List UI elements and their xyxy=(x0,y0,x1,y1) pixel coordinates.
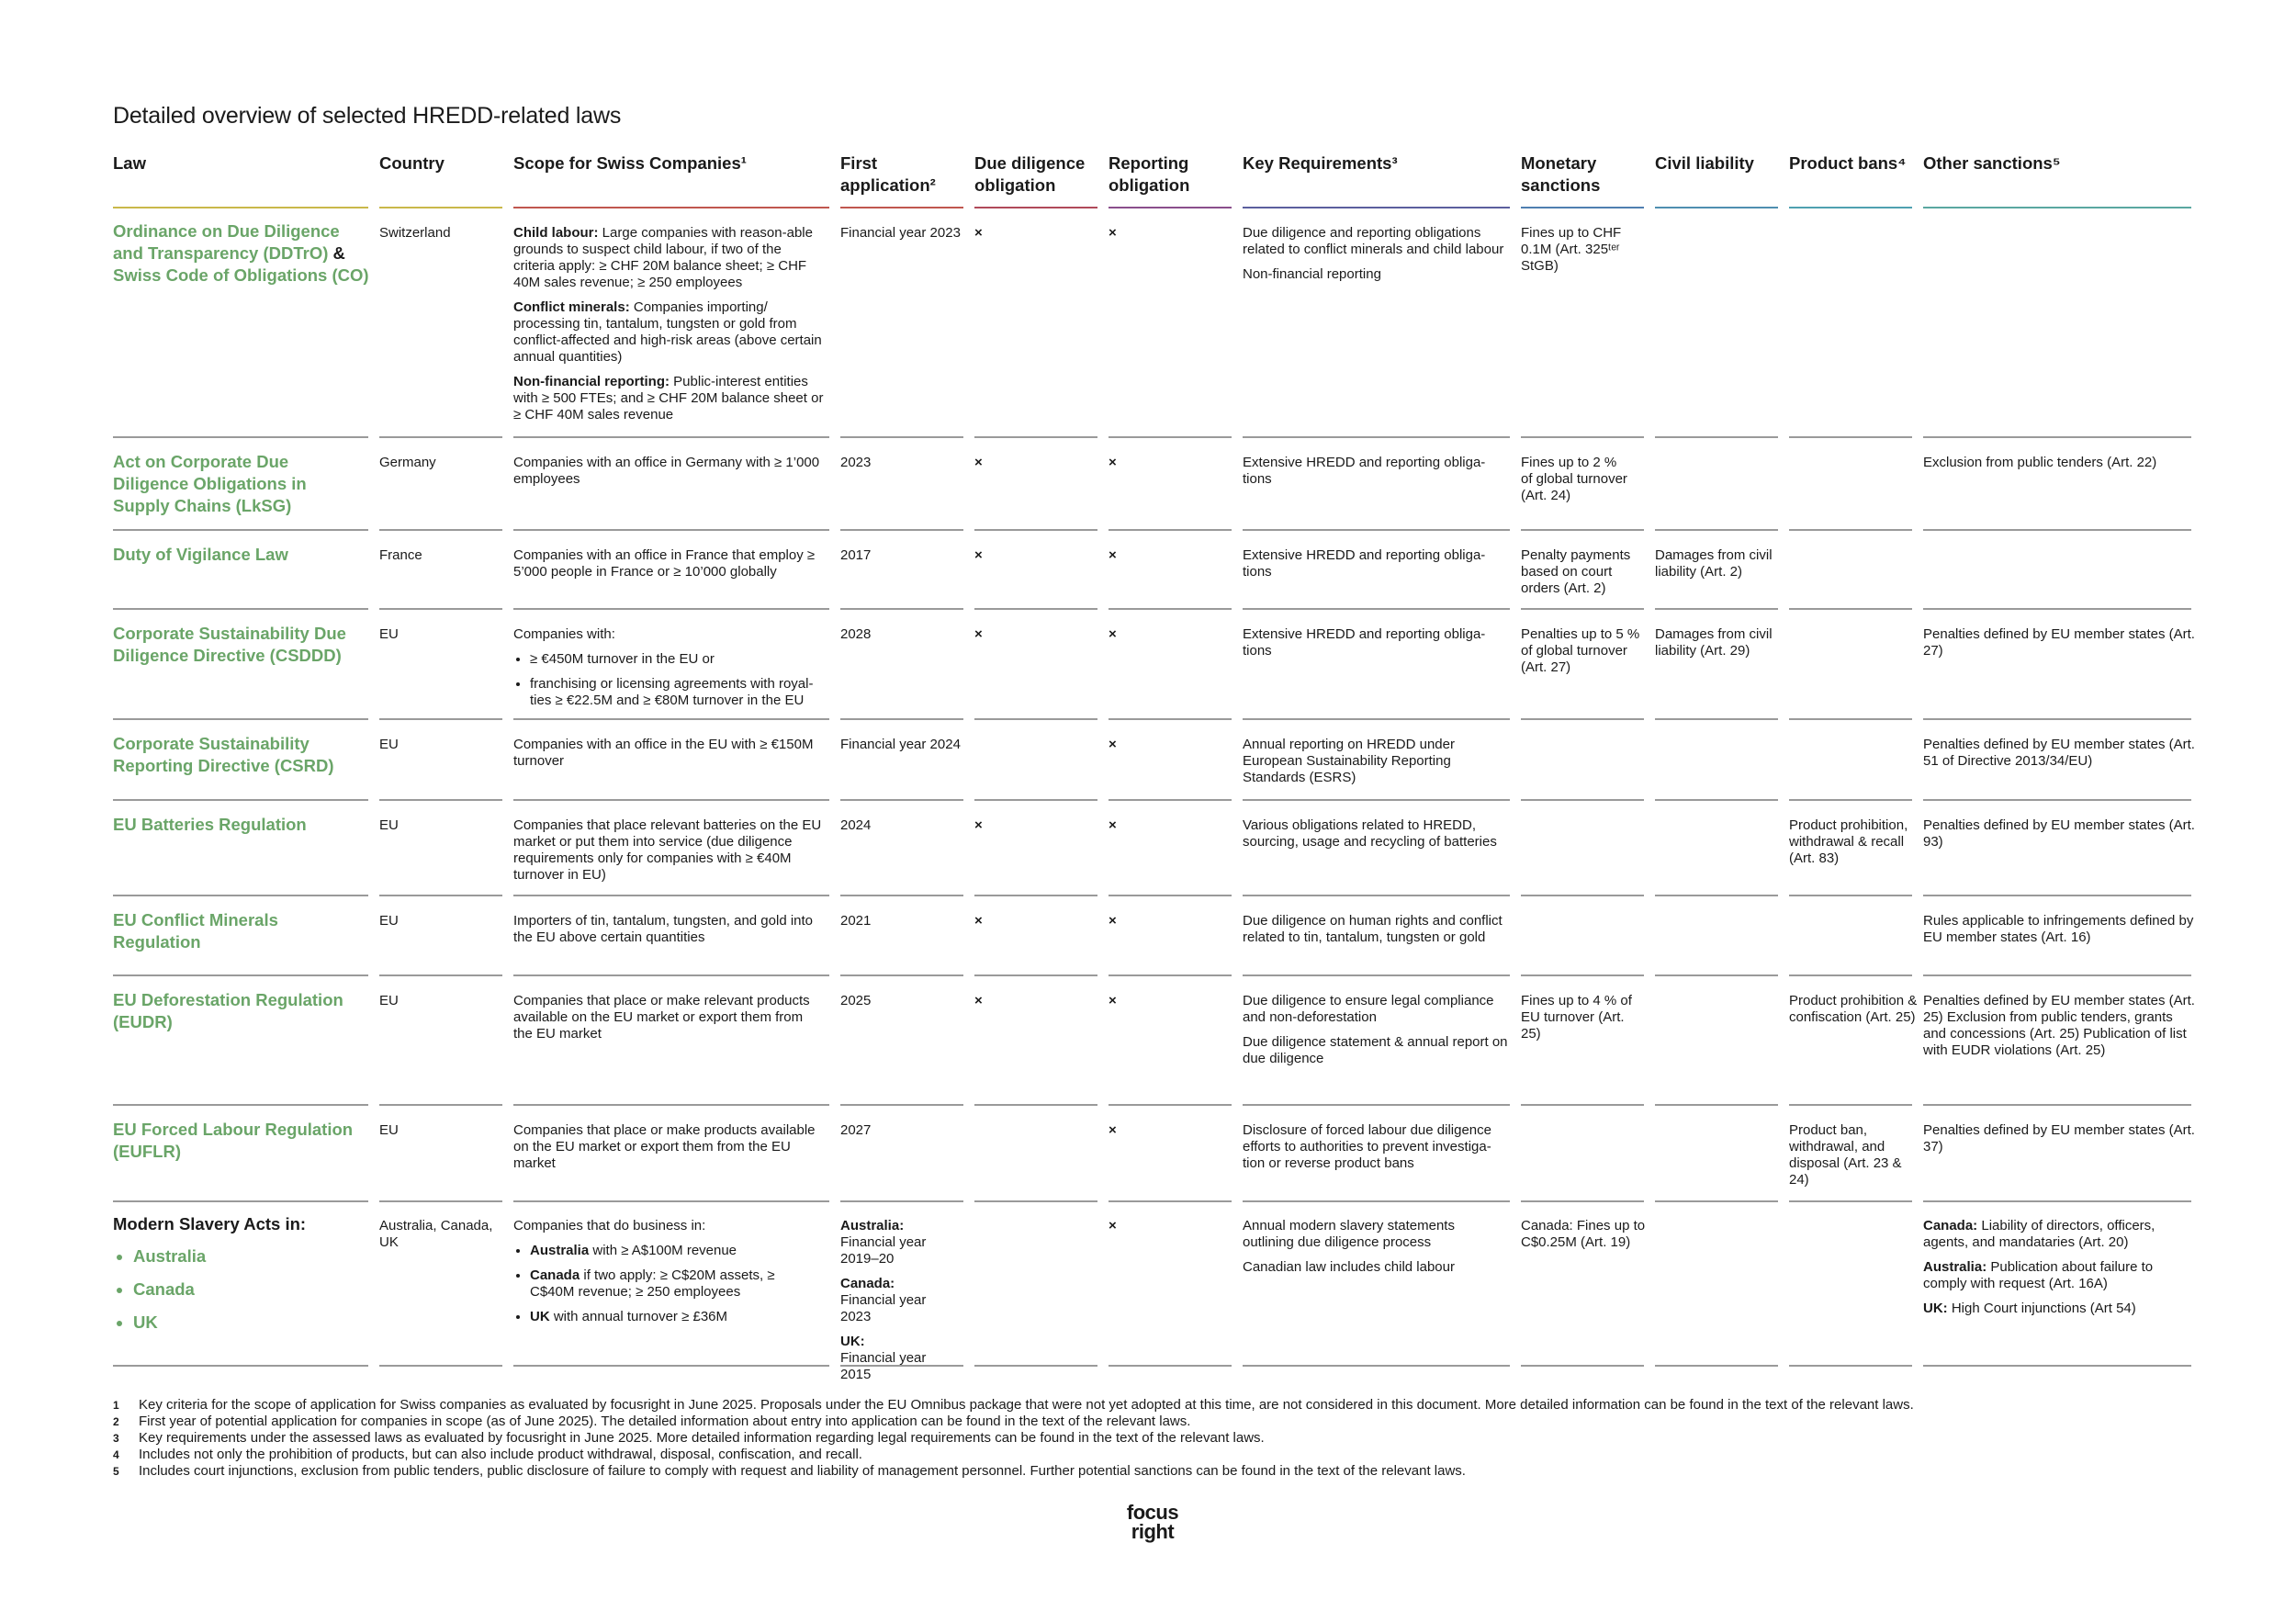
other-sanctions: Penalties defined by EU member states (Art. 27) xyxy=(1923,626,2195,659)
scope: Companies that place relevant batteries on the EU market or put them into service (due diligence requirements only for companies with ≥ €40M turnover in EU) xyxy=(513,817,822,883)
footnote xyxy=(113,1414,1190,1430)
monetary-sanctions: Penalties up to 5 % of global turnover (Art. 27) xyxy=(1521,626,1640,675)
sanction-text: High Court injunctions (Art 54) xyxy=(1947,1301,2136,1316)
row-divider xyxy=(1789,895,1912,896)
footnote-number: 4 xyxy=(113,1448,119,1461)
row-divider xyxy=(1521,608,1644,610)
first-text: Financial year 2023 xyxy=(840,1292,927,1324)
key-requirements: Various obligations related to HREDD, sourcing, usage and recycling of batteries xyxy=(1243,817,1497,850)
key-requirement: Annual modern slavery statements outlining due diligence process xyxy=(1243,1218,1455,1250)
logo-line: focus xyxy=(1126,1501,1179,1524)
due-diligence-mark: × xyxy=(974,913,983,929)
law-lksg: Act on Corporate Due Diligence Obligations in Supply Chains (LkSG) xyxy=(113,452,307,515)
row-divider xyxy=(1923,895,2191,896)
row-divider xyxy=(1521,718,1644,720)
header-key-requirements: Key Requirements³ xyxy=(1243,153,1398,173)
first-application: Financial year 2024 xyxy=(840,737,961,752)
monetary-sanctions: Fines up to 4 % of EU turnover (Art. 25) xyxy=(1521,993,1632,1042)
row-divider xyxy=(840,1200,963,1202)
row-divider xyxy=(974,895,1097,896)
scope: Companies that place or make products available on the EU market or export them from the EU market xyxy=(513,1122,816,1171)
footnote-text: Key criteria for the scope of application for Swiss companies as evaluated by focusright in June 2025. Proposals under the EU Omnibus package that were not yet adopted at this time, are not considered in this document. More detailed information can be found in the text of the relevant laws. xyxy=(139,1397,1914,1413)
scope-text: Companies importing/ processing tin, tantalum, tungsten or gold from conflict-affected and high-risk areas (above certain annual quantities) xyxy=(513,299,822,365)
monetary-sanctions: Fines up to 2 % of global turnover (Art. 24) xyxy=(1521,455,1627,503)
row-divider xyxy=(1789,718,1912,720)
row-divider xyxy=(113,895,368,896)
due-diligence-mark: × xyxy=(974,626,983,642)
row-divider xyxy=(1243,436,1510,438)
row-divider xyxy=(379,529,502,531)
civil-liability: Damages from civil liability (Art. 2) xyxy=(1655,547,1773,580)
country: EU xyxy=(379,993,399,1008)
row-divider xyxy=(1521,436,1644,438)
row-divider xyxy=(1923,799,2191,801)
row-divider xyxy=(379,895,502,896)
scope: Importers of tin, tantalum, tungsten, and gold into the EU above certain quantities xyxy=(513,913,814,945)
row-divider xyxy=(379,1104,502,1106)
row-divider xyxy=(1789,974,1912,976)
row-divider xyxy=(379,436,502,438)
footnote-text: First year of potential application for companies in scope (as of June 2025). The detailed information about entry into application can be found in the text of the relevant laws. xyxy=(139,1414,1191,1429)
law-conflict-minerals: EU Conflict Minerals Regulation xyxy=(113,910,278,952)
other-sanctions: Penalties defined by EU member states (Art. 51 of Directive 2013/34/EU) xyxy=(1923,737,2195,769)
header-underline xyxy=(1789,207,1912,208)
country-item: • Australia xyxy=(133,1245,206,1267)
row-divider xyxy=(1655,608,1778,610)
header-other-sanctions: Other sanctions⁵ xyxy=(1923,153,2061,173)
country: Germany xyxy=(379,455,436,470)
row-divider xyxy=(1243,974,1510,976)
product-bans: Product prohibition, withdrawal & recall (Art. 83) xyxy=(1789,817,1908,866)
row-divider xyxy=(113,529,368,531)
page-title: Detailed overview of selected HREDD-related laws xyxy=(113,103,622,129)
row-divider xyxy=(1789,436,1912,438)
row-divider xyxy=(1789,1365,1912,1367)
header-country: Country xyxy=(379,153,445,173)
sanction-label: Australia: xyxy=(1923,1259,1987,1275)
header-underline xyxy=(1521,207,1644,208)
footnote-number: 5 xyxy=(113,1465,119,1478)
row-divider xyxy=(1243,1365,1510,1367)
row-divider xyxy=(1109,1104,1232,1106)
scope xyxy=(513,1218,807,1334)
other-sanctions: Penalties defined by EU member states (Art. 25) Exclusion from public tenders, grants and concessions (Art. 25) Publication of list with EUDR violations (Art. 25) xyxy=(1923,993,2195,1058)
row-divider xyxy=(1109,799,1232,801)
row-divider xyxy=(513,529,829,531)
law-title: Ordinance on Due Diligence and Transparency (DDTrO) xyxy=(113,221,340,263)
row-divider xyxy=(974,529,1097,531)
row-divider xyxy=(513,718,829,720)
row-divider xyxy=(379,718,502,720)
key-requirement: Non-financial reporting xyxy=(1243,266,1381,282)
row-divider xyxy=(1109,1365,1232,1367)
row-divider xyxy=(1789,608,1912,610)
header-underline xyxy=(379,207,502,208)
row-divider xyxy=(1655,718,1778,720)
header-underline xyxy=(1923,207,2191,208)
row-divider xyxy=(840,608,963,610)
row-divider xyxy=(113,1104,368,1106)
due-diligence-mark: × xyxy=(974,993,983,1008)
country: Switzerland xyxy=(379,225,451,241)
header-underline xyxy=(1243,207,1510,208)
row-divider xyxy=(1521,529,1644,531)
country: EU xyxy=(379,737,399,752)
row-divider xyxy=(113,799,368,801)
row-divider xyxy=(840,436,963,438)
header-scope: Scope for Swiss Companies¹ xyxy=(513,153,747,173)
key-requirement: Due diligence statement & annual report on due diligence xyxy=(1243,1034,1508,1066)
monetary-sanctions: Canada: Fines up to C$0.25M (Art. 19) xyxy=(1521,1218,1646,1250)
key-requirements: Extensive HREDD and reporting obliga-tions xyxy=(1243,547,1486,580)
row-divider xyxy=(1789,529,1912,531)
country-item: • Canada xyxy=(133,1278,206,1301)
law-csddd: Corporate Sustainability Due Diligence Directive (CSDDD) xyxy=(113,624,346,665)
first-application: 2027 xyxy=(840,1122,872,1138)
row-divider xyxy=(379,799,502,801)
key-requirements: Due diligence on human rights and conflict related to tin, tantalum, tungsten or gold xyxy=(1243,913,1503,945)
reporting-mark: × xyxy=(1109,817,1117,833)
row-divider xyxy=(1923,1200,2191,1202)
sanction-label: Canada: xyxy=(1923,1218,1978,1233)
footnote-number: 2 xyxy=(113,1415,119,1428)
row-divider xyxy=(1789,1200,1912,1202)
footnote-text: Includes not only the prohibition of products, but can also include product withdrawal, disposal, confiscation, and recall. xyxy=(139,1447,862,1462)
civil-liability: Damages from civil liability (Art. 29) xyxy=(1655,626,1773,659)
row-divider xyxy=(974,608,1097,610)
key-requirement: Due diligence to ensure legal compliance and non-deforestation xyxy=(1243,993,1494,1025)
sanction-label: UK: xyxy=(1923,1301,1948,1316)
row-divider xyxy=(974,1104,1097,1106)
header-reporting: Reporting obligation xyxy=(1109,153,1190,195)
key-requirements: Disclosure of forced labour due diligence efforts to authorities to prevent investiga-tion or reverse product bans xyxy=(1243,1122,1491,1171)
scope: Companies with an office in France that employ ≥ 5’000 people in France or ≥ 10’000 globally xyxy=(513,547,816,580)
row-divider xyxy=(1655,799,1778,801)
reporting-mark: × xyxy=(1109,913,1117,929)
key-requirement: Due diligence and reporting obligations related to conflict minerals and child labour xyxy=(1243,225,1504,257)
country: EU xyxy=(379,1122,399,1138)
scope xyxy=(513,225,826,423)
row-divider xyxy=(1243,799,1510,801)
header-first-application: First application² xyxy=(840,153,936,195)
scope: Companies with an office in the EU with ≥ €150M turnover xyxy=(513,737,814,769)
row-divider xyxy=(1521,1104,1644,1106)
key-requirements xyxy=(1243,225,1509,283)
reporting-mark: × xyxy=(1109,225,1117,241)
country-item: • UK xyxy=(133,1312,206,1334)
row-divider xyxy=(974,436,1097,438)
scope-bullet: if two apply: ≥ C$20M assets, ≥ C$40M revenue; ≥ 250 employees xyxy=(530,1267,775,1300)
scope: Companies with an office in Germany with ≥ 1’000 employees xyxy=(513,455,820,487)
header-product-bans: Product bans⁴ xyxy=(1789,153,1907,173)
footnote-text: Key requirements under the assessed laws as evaluated by focusright in June 2025. More detailed information regarding legal requirements can be found in the text of the relevant laws. xyxy=(139,1430,1265,1446)
row-divider xyxy=(1243,608,1510,610)
row-divider xyxy=(1243,529,1510,531)
row-divider xyxy=(379,1200,502,1202)
row-divider xyxy=(1923,1365,2191,1367)
row-divider xyxy=(379,974,502,976)
country: Australia, Canada, UK xyxy=(379,1218,493,1250)
header-underline xyxy=(1655,207,1778,208)
reporting-mark: × xyxy=(1109,993,1117,1008)
scope-label: Canada xyxy=(530,1267,580,1283)
row-divider xyxy=(1109,529,1232,531)
due-diligence-mark: × xyxy=(974,817,983,833)
law-euflr: EU Forced Labour Regulation (EUFLR) xyxy=(113,1120,354,1161)
row-divider xyxy=(1521,895,1644,896)
country: France xyxy=(379,547,422,563)
first-application: 2017 xyxy=(840,547,872,563)
row-divider xyxy=(974,1365,1097,1367)
first-text: Financial year 2015 xyxy=(840,1350,927,1382)
row-divider xyxy=(1109,436,1232,438)
scope-bullet: with ≥ A$100M revenue xyxy=(589,1243,737,1258)
footnote xyxy=(113,1463,1466,1480)
country: EU xyxy=(379,626,399,642)
row-divider xyxy=(379,608,502,610)
row-divider xyxy=(974,974,1097,976)
row-divider xyxy=(1923,436,2191,438)
row-divider xyxy=(840,974,963,976)
header-monetary-sanctions: Monetary sanctions xyxy=(1521,153,1601,195)
scope-bullet: • franchising or licensing agreements with royal-ties ≥ €22.5M and ≥ €80M turnover in the EU xyxy=(530,676,826,709)
law-batteries: EU Batteries Regulation xyxy=(113,815,307,834)
first-application: 2028 xyxy=(840,626,872,642)
row-divider xyxy=(1923,608,2191,610)
scope-label: Conflict minerals: xyxy=(513,299,630,315)
law-eudr: EU Deforestation Regulation (EUDR) xyxy=(113,990,343,1031)
row-divider xyxy=(1521,1365,1644,1367)
first-application: 2023 xyxy=(840,455,872,470)
row-divider xyxy=(113,1365,368,1367)
row-divider xyxy=(840,718,963,720)
other-sanctions: Rules applicable to infringements defined by EU member states (Art. 16) xyxy=(1923,913,2194,945)
law-connector: & xyxy=(328,243,345,263)
footnote xyxy=(113,1430,1265,1447)
row-divider xyxy=(1521,799,1644,801)
key-requirements: Extensive HREDD and reporting obliga-tions xyxy=(1243,626,1486,659)
scope xyxy=(513,626,826,717)
footnote xyxy=(113,1397,1914,1414)
reporting-mark: × xyxy=(1109,626,1117,642)
header-due-diligence: Due diligence obligation xyxy=(974,153,1086,195)
row-divider xyxy=(1923,1104,2191,1106)
row-divider xyxy=(1109,974,1232,976)
row-divider xyxy=(1243,895,1510,896)
country: EU xyxy=(379,817,399,833)
modern-slavery-countries xyxy=(113,1245,206,1345)
scope-text: Large companies with reason-able grounds to suspect child labour, if two of the criteria apply: ≥ CHF 20M balance sheet; ≥ CHF 40M sales revenue; ≥ 250 employees xyxy=(513,225,813,290)
reporting-mark: × xyxy=(1109,1122,1117,1138)
key-requirements: Annual reporting on HREDD under European Sustainability Reporting Standards (ESRS) xyxy=(1243,737,1455,785)
row-divider xyxy=(1789,1104,1912,1106)
scope-bullet: • ≥ €450M turnover in the EU or xyxy=(530,651,826,668)
row-divider xyxy=(513,799,829,801)
header-underline xyxy=(840,207,963,208)
scope-label: Child labour: xyxy=(513,225,599,241)
header-underline xyxy=(113,207,368,208)
row-divider xyxy=(513,1365,829,1367)
law-modern-slavery: Modern Slavery Acts in: xyxy=(113,1214,307,1233)
scope-label: Australia xyxy=(530,1243,590,1258)
other-sanctions xyxy=(1923,1218,2199,1317)
row-divider xyxy=(113,718,368,720)
law-vigilance: Duty of Vigilance Law xyxy=(113,545,288,564)
row-divider xyxy=(1655,974,1778,976)
sanction-text: Liability of directors, officers, agents, and mandataries (Art. 20) xyxy=(1923,1218,2155,1250)
scope: Companies that place or make relevant products available on the EU market or export them from the EU market xyxy=(513,993,810,1042)
row-divider xyxy=(974,718,1097,720)
row-divider xyxy=(113,608,368,610)
row-divider xyxy=(1789,799,1912,801)
reporting-mark: × xyxy=(1109,1218,1117,1233)
row-divider xyxy=(1521,1200,1644,1202)
monetary-sanctions: Penalty payments based on court orders (Art. 2) xyxy=(1521,547,1631,596)
reporting-mark: × xyxy=(1109,737,1117,752)
row-divider xyxy=(840,529,963,531)
key-requirements xyxy=(1243,993,1509,1067)
row-divider xyxy=(513,1200,829,1202)
row-divider xyxy=(1109,718,1232,720)
row-divider xyxy=(1109,608,1232,610)
first-application: 2021 xyxy=(840,913,872,929)
row-divider xyxy=(1655,529,1778,531)
product-bans: Product prohibition & confiscation (Art. 25) xyxy=(1789,993,1918,1025)
row-divider xyxy=(1923,718,2191,720)
law-ddtro xyxy=(113,220,370,287)
key-requirement: Canadian law includes child labour xyxy=(1243,1259,1455,1275)
row-divider xyxy=(379,1365,502,1367)
row-divider xyxy=(513,608,829,610)
row-divider xyxy=(1243,718,1510,720)
country: EU xyxy=(379,913,399,929)
due-diligence-mark: × xyxy=(974,547,983,563)
due-diligence-mark: × xyxy=(974,455,983,470)
footnote xyxy=(113,1447,862,1463)
product-bans: Product ban, withdrawal, and disposal (Art. 23 & 24) xyxy=(1789,1122,1902,1188)
law-title: Swiss Code of Obligations (CO) xyxy=(113,265,369,285)
row-divider xyxy=(113,436,368,438)
row-divider xyxy=(840,895,963,896)
first-label: Australia: xyxy=(840,1218,905,1233)
row-divider xyxy=(1655,895,1778,896)
other-sanctions: Exclusion from public tenders (Art. 22) xyxy=(1923,455,2157,470)
scope-bullet: with annual turnover ≥ £36M xyxy=(549,1309,728,1324)
row-divider xyxy=(1923,974,2191,976)
row-divider xyxy=(840,1104,963,1106)
law-csrd: Corporate Sustainability Reporting Directive (CSRD) xyxy=(113,734,334,775)
first-application xyxy=(840,1218,960,1383)
key-requirements xyxy=(1243,1218,1491,1276)
row-divider xyxy=(974,799,1097,801)
monetary-sanctions: Fines up to CHF 0.1M (Art. 325ᵗᵉʳ StGB) xyxy=(1521,225,1622,274)
header-civil-liability: Civil liability xyxy=(1655,153,1754,173)
footnote-number: 3 xyxy=(113,1432,119,1445)
row-divider xyxy=(1521,974,1644,976)
row-divider xyxy=(513,974,829,976)
header-underline xyxy=(974,207,1097,208)
row-divider xyxy=(974,1200,1097,1202)
scope-label: UK xyxy=(530,1309,550,1324)
row-divider xyxy=(1655,1200,1778,1202)
key-requirements: Extensive HREDD and reporting obliga-tions xyxy=(1243,455,1486,487)
scope-text: Public-interest entities with ≥ 500 FTEs; and ≥ CHF 20M balance sheet or ≥ CHF 40M sales revenue xyxy=(513,374,824,422)
header-underline xyxy=(513,207,829,208)
scope-text: Companies that do business in: xyxy=(513,1218,706,1233)
logo-line: right xyxy=(1131,1520,1175,1543)
first-application: 2024 xyxy=(840,817,872,833)
reporting-mark: × xyxy=(1109,455,1117,470)
row-divider xyxy=(113,974,368,976)
first-label: UK: xyxy=(840,1334,865,1349)
row-divider xyxy=(1109,895,1232,896)
footnote-number: 1 xyxy=(113,1399,119,1412)
row-divider xyxy=(1655,1365,1778,1367)
header-law: Law xyxy=(113,153,146,173)
reporting-mark: × xyxy=(1109,547,1117,563)
focusright-logo xyxy=(1124,1503,1181,1541)
first-label: Canada: xyxy=(840,1276,895,1291)
row-divider xyxy=(1655,1104,1778,1106)
footnote-text: Includes court injunctions, exclusion from public tenders, public disclosure of failure to comply with request and liability of management personnel. Further potential sanctions can be found in the text of the relevant laws. xyxy=(139,1463,1466,1479)
header-underline xyxy=(1109,207,1232,208)
row-divider xyxy=(1243,1104,1510,1106)
first-application: 2025 xyxy=(840,993,872,1008)
first-text: Financial year 2019–20 xyxy=(840,1234,927,1267)
row-divider xyxy=(513,895,829,896)
other-sanctions: Penalties defined by EU member states (Art. 93) xyxy=(1923,817,2195,850)
due-diligence-mark: × xyxy=(974,225,983,241)
row-divider xyxy=(113,1200,368,1202)
row-divider xyxy=(1243,1200,1510,1202)
first-application: Financial year 2023 xyxy=(840,225,961,241)
other-sanctions: Penalties defined by EU member states (Art. 37) xyxy=(1923,1122,2195,1155)
sanction-text: Publication about failure to comply with request (Art. 16A) xyxy=(1923,1259,2154,1291)
row-divider xyxy=(840,799,963,801)
row-divider xyxy=(1109,1200,1232,1202)
scope-text: Companies with: xyxy=(513,626,615,642)
row-divider xyxy=(1655,436,1778,438)
row-divider xyxy=(513,436,829,438)
scope-label: Non-financial reporting: xyxy=(513,374,670,389)
row-divider xyxy=(513,1104,829,1106)
row-divider xyxy=(1923,529,2191,531)
